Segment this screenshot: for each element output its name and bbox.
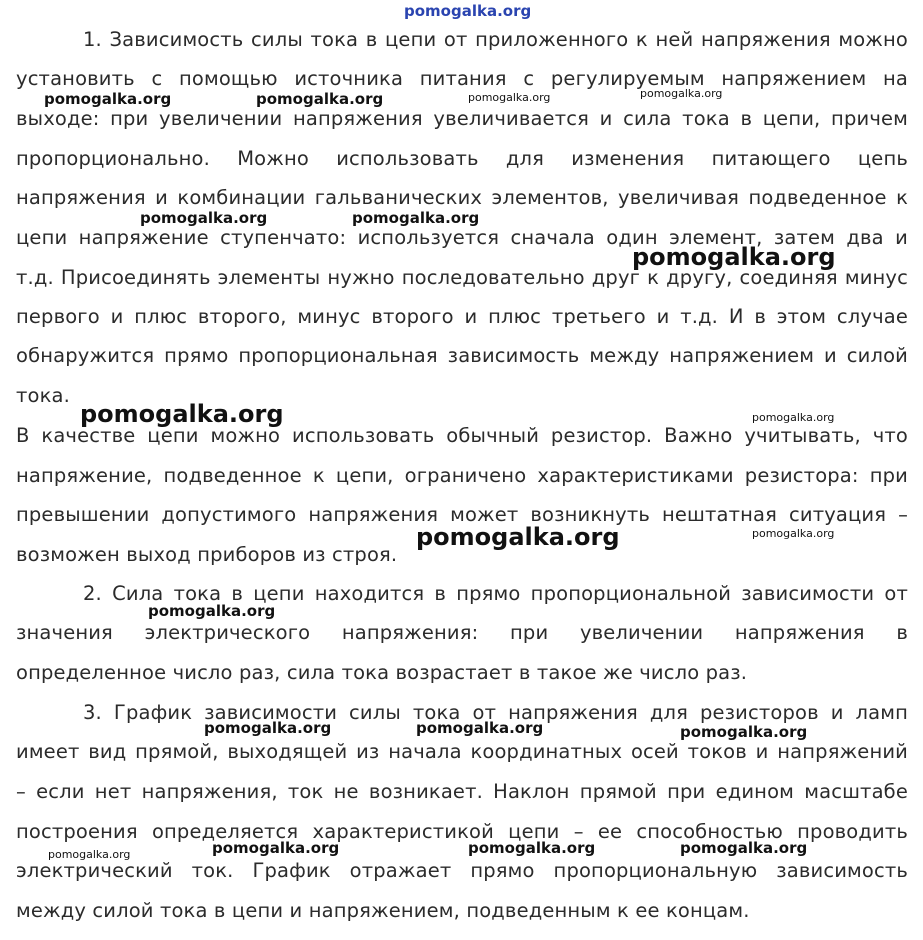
text-line-4: пропорционально. Можно использовать для изменения питающего цепь — [16, 147, 908, 170]
watermark: pomogalka.org — [212, 839, 340, 857]
text-line-6: цепи напряжение ступенчато: используется сначала один элемент, затем два и — [16, 226, 908, 249]
watermark-large: pomogalka.org — [632, 243, 836, 271]
text-line-15: 2. Сила тока в цепи находится в прямо пропорциональной зависимости от — [83, 582, 908, 605]
watermark: pomogalka.org — [416, 719, 544, 737]
text-line-11: В качестве цепи можно использовать обычный резистор. Важно учитывать, что — [16, 424, 908, 447]
watermark: pomogalka.org — [44, 90, 172, 108]
watermark-top: pomogalka.org — [404, 2, 532, 20]
text-line-9: обнаружится прямо пропорциональная зависимость между напряжением и силой — [16, 344, 908, 367]
text-line-1: 1. Зависимость силы тока в цепи от приложенного к ней напряжения можно — [83, 28, 908, 51]
watermark: pomogalka.org — [256, 90, 384, 108]
watermark: pomogalka.org — [204, 719, 332, 737]
watermark: pomogalka.org — [468, 91, 551, 104]
text-line-2: установить с помощью источника питания с регулируемым напряжением на — [16, 67, 908, 90]
watermark-large: pomogalka.org — [416, 523, 620, 551]
watermark: pomogalka.org — [148, 602, 276, 620]
text-line-19: имеет вид прямой, выходящей из начала координатных осей токов и напряжений — [16, 740, 908, 763]
watermark: pomogalka.org — [680, 839, 808, 857]
watermark: pomogalka.org — [680, 723, 808, 741]
text-line-23: между силой тока в цепи и напряжением, подведенным к ее концам. — [16, 899, 750, 922]
text-line-5: напряжения и комбинации гальванических элементов, увеличивая подведенное к — [16, 186, 908, 209]
text-line-20: – если нет напряжения, ток не возникает. Наклон прямой при едином масштабе — [16, 780, 908, 803]
watermark: pomogalka.org — [752, 411, 835, 424]
watermark: pomogalka.org — [352, 209, 480, 227]
watermark-large: pomogalka.org — [80, 400, 284, 428]
text-line-10: тока. — [16, 384, 70, 407]
text-line-7: т.д. Присоединять элементы нужно последовательно друг к другу, соединяя минус — [16, 266, 908, 289]
text-line-12: напряжение, подведенное к цепи, ограничено характеристиками резистора: при — [16, 464, 908, 487]
watermark: pomogalka.org — [752, 527, 835, 540]
text-line-17: определенное число раз, сила тока возрастает в такое же число раз. — [16, 661, 748, 684]
watermark: pomogalka.org — [468, 839, 596, 857]
watermark: pomogalka.org — [640, 87, 723, 100]
text-line-8: первого и плюс второго, минус второго и плюс третьего и т.д. И в этом случае — [16, 305, 908, 328]
text-line-21: построения определяется характеристикой цепи – ее способностью проводить — [16, 820, 908, 843]
text-line-16: значения электрического напряжения: при увеличении напряжения в — [16, 621, 908, 644]
watermark: pomogalka.org — [140, 209, 268, 227]
text-line-18: 3. График зависимости силы тока от напряжения для резисторов и ламп — [83, 701, 908, 724]
text-line-13: превышении допустимого напряжения может возникнуть нештатная ситуация – — [16, 503, 908, 526]
text-line-3: выходе: при увеличении напряжения увеличивается и сила тока в цепи, причем — [16, 107, 908, 130]
text-line-14: возможен выход приборов из строя. — [16, 543, 398, 566]
watermark: pomogalka.org — [48, 848, 131, 861]
text-line-22: электрический ток. График отражает прямо пропорциональную зависимость — [16, 859, 908, 882]
